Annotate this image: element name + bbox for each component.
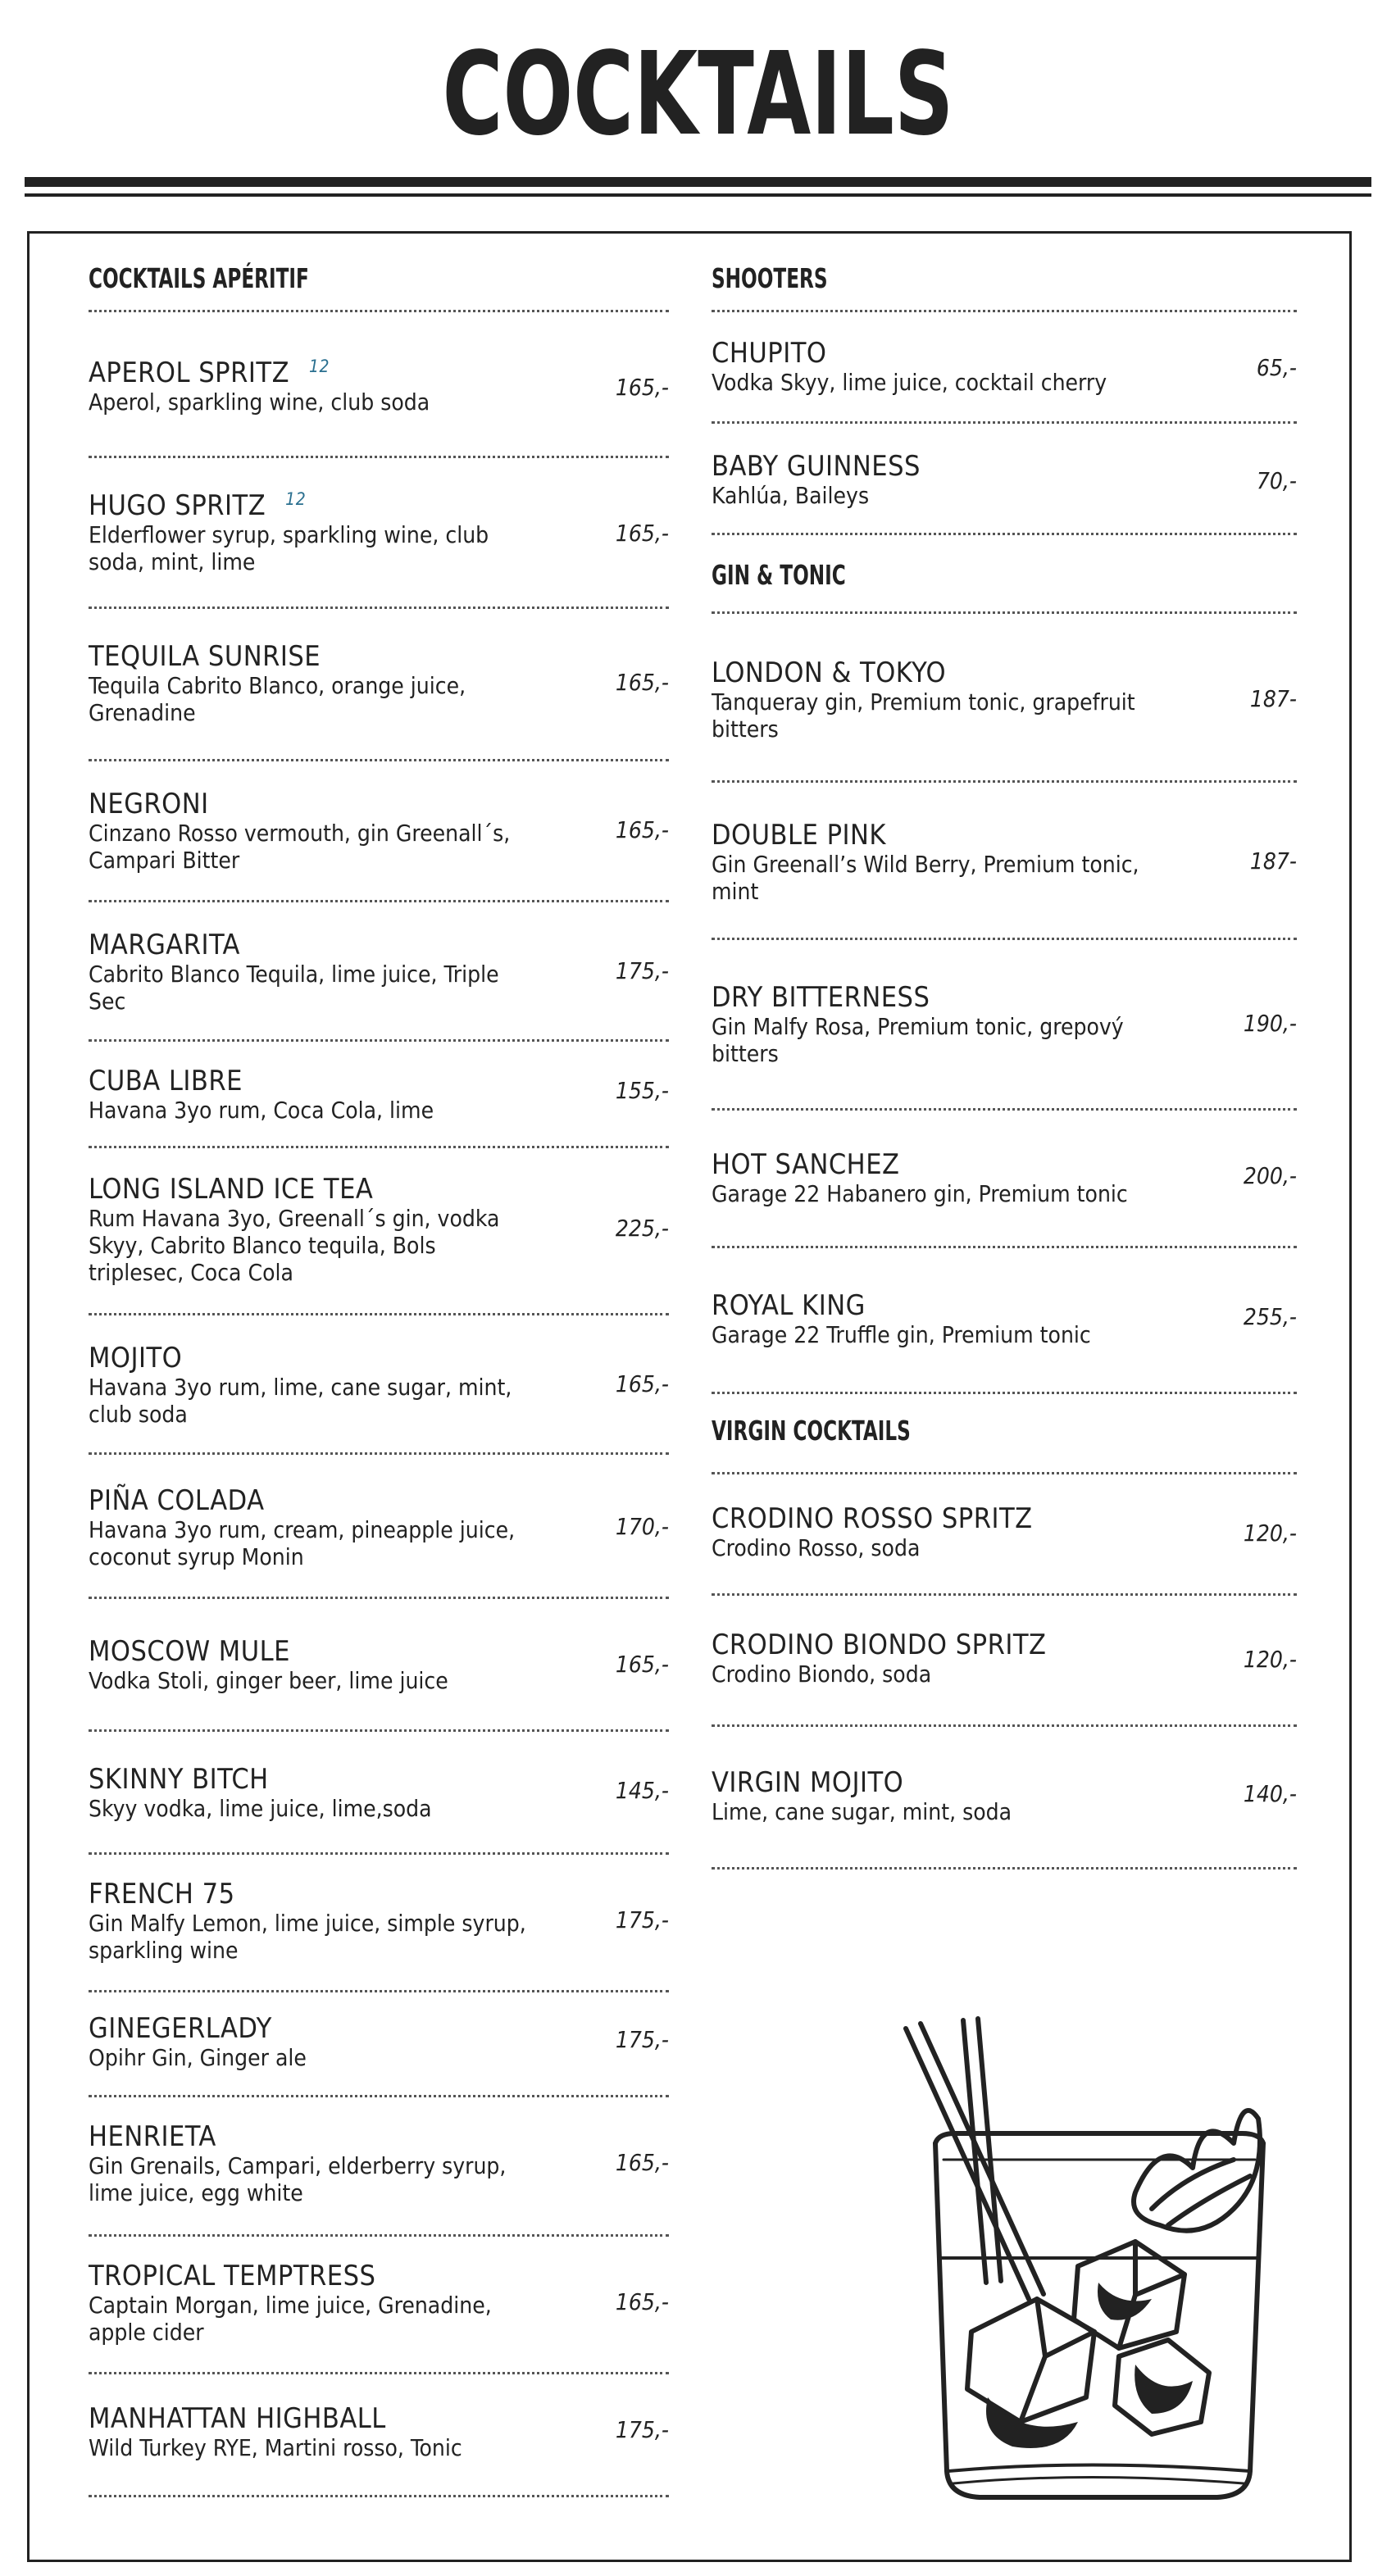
- menu-item: [89, 1174, 669, 1286]
- menu-item: [89, 490, 669, 575]
- item-description: Opihr Gin, Ginger ale: [89, 2044, 307, 2071]
- dotted-divider: [712, 1392, 1297, 1394]
- item-price: 70,-: [1256, 467, 1297, 494]
- dotted-divider: [89, 607, 669, 609]
- menu-item: [89, 929, 669, 1015]
- dotted-divider: [89, 1852, 669, 1855]
- dotted-divider: [712, 780, 1297, 783]
- menu-item: [89, 1485, 669, 1570]
- item-description: Kahlúa, Baileys: [712, 482, 870, 509]
- item-price: 175,-: [615, 1906, 669, 1933]
- item-description: Skyy vodka, lime juice, lime,soda: [89, 1795, 432, 1822]
- item-name: BABY GUINNESS: [712, 450, 921, 483]
- dotted-divider: [89, 2095, 669, 2097]
- item-price: 120,-: [1243, 1646, 1297, 1673]
- item-price: 175,-: [615, 957, 669, 984]
- item-price: 175,-: [615, 2026, 669, 2053]
- menu-item: [89, 788, 669, 874]
- section-heading-virgin: VIRGIN COCKTAILS: [712, 1415, 911, 1447]
- item-name: DRY BITTERNESS: [712, 981, 930, 1014]
- item-description: Garage 22 Truffle gin, Premium tonic: [712, 1321, 1091, 1348]
- menu-item: [712, 1767, 1297, 1825]
- page-title: COCKTAILS: [442, 28, 954, 161]
- item-price: 120,-: [1243, 1520, 1297, 1547]
- item-description: Captain Morgan, lime juice, Grenadine, apple cider: [89, 2292, 492, 2346]
- item-name: APEROL SPRITZ: [89, 357, 290, 389]
- item-price: 165,-: [615, 2149, 669, 2176]
- item-price: 200,-: [1243, 1162, 1297, 1189]
- dotted-divider: [712, 1724, 1297, 1727]
- dotted-divider: [89, 1313, 669, 1315]
- menu-item: [89, 1764, 669, 1822]
- menu-item: [712, 657, 1297, 743]
- section-heading-aperitif: COCKTAILS APÉRITIF: [89, 262, 309, 294]
- dotted-divider: [712, 421, 1297, 424]
- item-description: Havana 3yo rum, lime, cane sugar, mint, club soda: [89, 1374, 512, 1428]
- item-price: 165,-: [615, 374, 669, 401]
- item-name: MANHATTAN HIGHBALL: [89, 2402, 386, 2435]
- item-price: 65,-: [1256, 354, 1297, 381]
- dotted-divider: [89, 2372, 669, 2374]
- dotted-divider: [712, 1472, 1297, 1474]
- item-price: 170,-: [615, 1513, 669, 1540]
- item-description: Gin Malfy Lemon, lime juice, simple syrup, sparkling wine: [89, 1910, 526, 1964]
- item-name: DOUBLE PINK: [712, 819, 886, 852]
- dotted-divider: [712, 938, 1297, 940]
- menu-item: [89, 2013, 669, 2071]
- item-name: HENRIETA: [89, 2120, 216, 2153]
- item-description: Havana 3yo rum, Coca Cola, lime: [89, 1097, 434, 1124]
- item-name: VIRGIN MOJITO: [712, 1766, 904, 1799]
- item-name: LONG ISLAND ICE TEA: [89, 1173, 374, 1206]
- menu-item: [89, 641, 669, 726]
- menu-item: [712, 1503, 1297, 1561]
- menu-item: [89, 1879, 669, 1964]
- menu-item: [89, 2260, 669, 2346]
- menu-item: [89, 357, 669, 416]
- item-description: Lime, cane sugar, mint, soda: [712, 1798, 1012, 1825]
- menu-item: [712, 982, 1297, 1067]
- item-description: Vodka Skyy, lime juice, cocktail cherry: [712, 369, 1107, 396]
- item-price: 140,-: [1243, 1780, 1297, 1807]
- item-price: 165,-: [615, 669, 669, 696]
- item-description: Crodino Biondo, soda: [712, 1661, 932, 1688]
- dotted-divider: [89, 759, 669, 761]
- item-name: CRODINO BIONDO SPRITZ: [712, 1629, 1047, 1661]
- item-badge: 12: [309, 356, 330, 376]
- item-description: Gin Grenails, Campari, elderberry syrup, lime juice, egg white: [89, 2152, 507, 2206]
- section-heading-gin-tonic: GIN & TONIC: [712, 559, 846, 591]
- item-price: 165,-: [615, 2288, 669, 2315]
- item-description: Gin Greenall’s Wild Berry, Premium tonic, mint: [712, 851, 1139, 905]
- item-name: HOT SANCHEZ: [712, 1148, 900, 1181]
- item-name: CUBA LIBRE: [89, 1065, 243, 1097]
- menu-item: [89, 2121, 669, 2206]
- menu-item: [712, 451, 1297, 509]
- title-rule-thick: [25, 177, 1371, 187]
- item-description: Cinzano Rosso vermouth, gin Greenall´s, Campari Bitter: [89, 820, 511, 874]
- dotted-divider: [89, 310, 669, 312]
- item-price: 145,-: [615, 1777, 669, 1804]
- item-description: Aperol, sparkling wine, club soda: [89, 388, 430, 416]
- item-description: Wild Turkey RYE, Martini rosso, Tonic: [89, 2434, 462, 2461]
- item-name: CHUPITO: [712, 337, 827, 370]
- item-description: Rum Havana 3yo, Greenall´s gin, vodka Skyy, Cabrito Blanco tequila, Bols triplesec, Coca Cola: [89, 1205, 500, 1286]
- dotted-divider: [712, 1867, 1297, 1870]
- item-name: TEQUILA SUNRISE: [89, 640, 321, 673]
- menu-item: [89, 1636, 669, 1694]
- item-description: Havana 3yo rum, cream, pineapple juice, coconut syrup Monin: [89, 1516, 516, 1570]
- dotted-divider: [89, 1729, 669, 1732]
- menu-item: [712, 1629, 1297, 1688]
- section-heading-shooters: SHOOTERS: [712, 262, 828, 294]
- dotted-divider: [89, 1039, 669, 1042]
- title-rule-thin: [25, 193, 1371, 197]
- item-price: 155,-: [615, 1077, 669, 1104]
- menu-item: [712, 1149, 1297, 1207]
- item-price: 190,-: [1243, 1010, 1297, 1037]
- item-description: Vodka Stoli, ginger beer, lime juice: [89, 1667, 448, 1694]
- item-name: PIÑA COLADA: [89, 1484, 265, 1517]
- dotted-divider: [89, 1146, 669, 1148]
- dotted-divider: [712, 611, 1297, 614]
- item-name: NEGRONI: [89, 788, 209, 820]
- item-description: Garage 22 Habanero gin, Premium tonic: [712, 1180, 1128, 1207]
- item-description: Gin Malfy Rosa, Premium tonic, grepový bitters: [712, 1013, 1124, 1067]
- item-name: CRODINO ROSSO SPRITZ: [712, 1502, 1033, 1535]
- dotted-divider: [89, 2495, 669, 2497]
- item-name: ROYAL KING: [712, 1289, 866, 1322]
- item-name: TROPICAL TEMPTRESS: [89, 2260, 376, 2292]
- item-price: 165,-: [615, 520, 669, 547]
- item-description: Tequila Cabrito Blanco, orange juice, Grenadine: [89, 672, 466, 726]
- item-name: MARGARITA: [89, 929, 240, 961]
- menu-item: [89, 1065, 669, 1124]
- item-price: 165,-: [615, 1370, 669, 1397]
- item-price: 225,-: [615, 1215, 669, 1242]
- dotted-divider: [712, 533, 1297, 535]
- item-price: 165,-: [615, 1651, 669, 1678]
- dotted-divider: [89, 2234, 669, 2237]
- dotted-divider: [712, 1108, 1297, 1111]
- item-name: HUGO SPRITZ: [89, 489, 266, 522]
- dotted-divider: [89, 1452, 669, 1455]
- item-name: MOJITO: [89, 1342, 183, 1374]
- menu-item: [712, 1290, 1297, 1348]
- item-description: Crodino Rosso, soda: [712, 1534, 921, 1561]
- dotted-divider: [712, 1246, 1297, 1248]
- item-name: FRENCH 75: [89, 1878, 235, 1910]
- item-name: GINEGERLADY: [89, 2012, 272, 2045]
- menu-item: [712, 820, 1297, 905]
- dotted-divider: [712, 310, 1297, 312]
- dotted-divider: [89, 1990, 669, 1992]
- item-description: Cabrito Blanco Tequila, lime juice, Triple Sec: [89, 961, 499, 1015]
- dotted-divider: [89, 456, 669, 458]
- item-price: 255,-: [1243, 1303, 1297, 1330]
- item-price: 187-: [1249, 847, 1297, 875]
- item-description: Tanqueray gin, Premium tonic, grapefruit bitters: [712, 688, 1135, 743]
- item-name: SKINNY BITCH: [89, 1763, 269, 1796]
- menu-item: [89, 1343, 669, 1428]
- menu-item: [712, 338, 1297, 396]
- menu-item: [89, 2403, 669, 2461]
- item-name: MOSCOW MULE: [89, 1635, 290, 1668]
- item-description: Elderflower syrup, sparkling wine, club soda, mint, lime: [89, 521, 489, 575]
- dotted-divider: [712, 1593, 1297, 1596]
- dotted-divider: [89, 1597, 669, 1599]
- cocktail-glass-illustration: [889, 2012, 1283, 2512]
- item-price: 175,-: [615, 2416, 669, 2443]
- item-name: LONDON & TOKYO: [712, 656, 947, 689]
- item-price: 165,-: [615, 816, 669, 843]
- item-price: 187-: [1249, 685, 1297, 712]
- dotted-divider: [89, 900, 669, 902]
- item-badge: 12: [285, 488, 307, 509]
